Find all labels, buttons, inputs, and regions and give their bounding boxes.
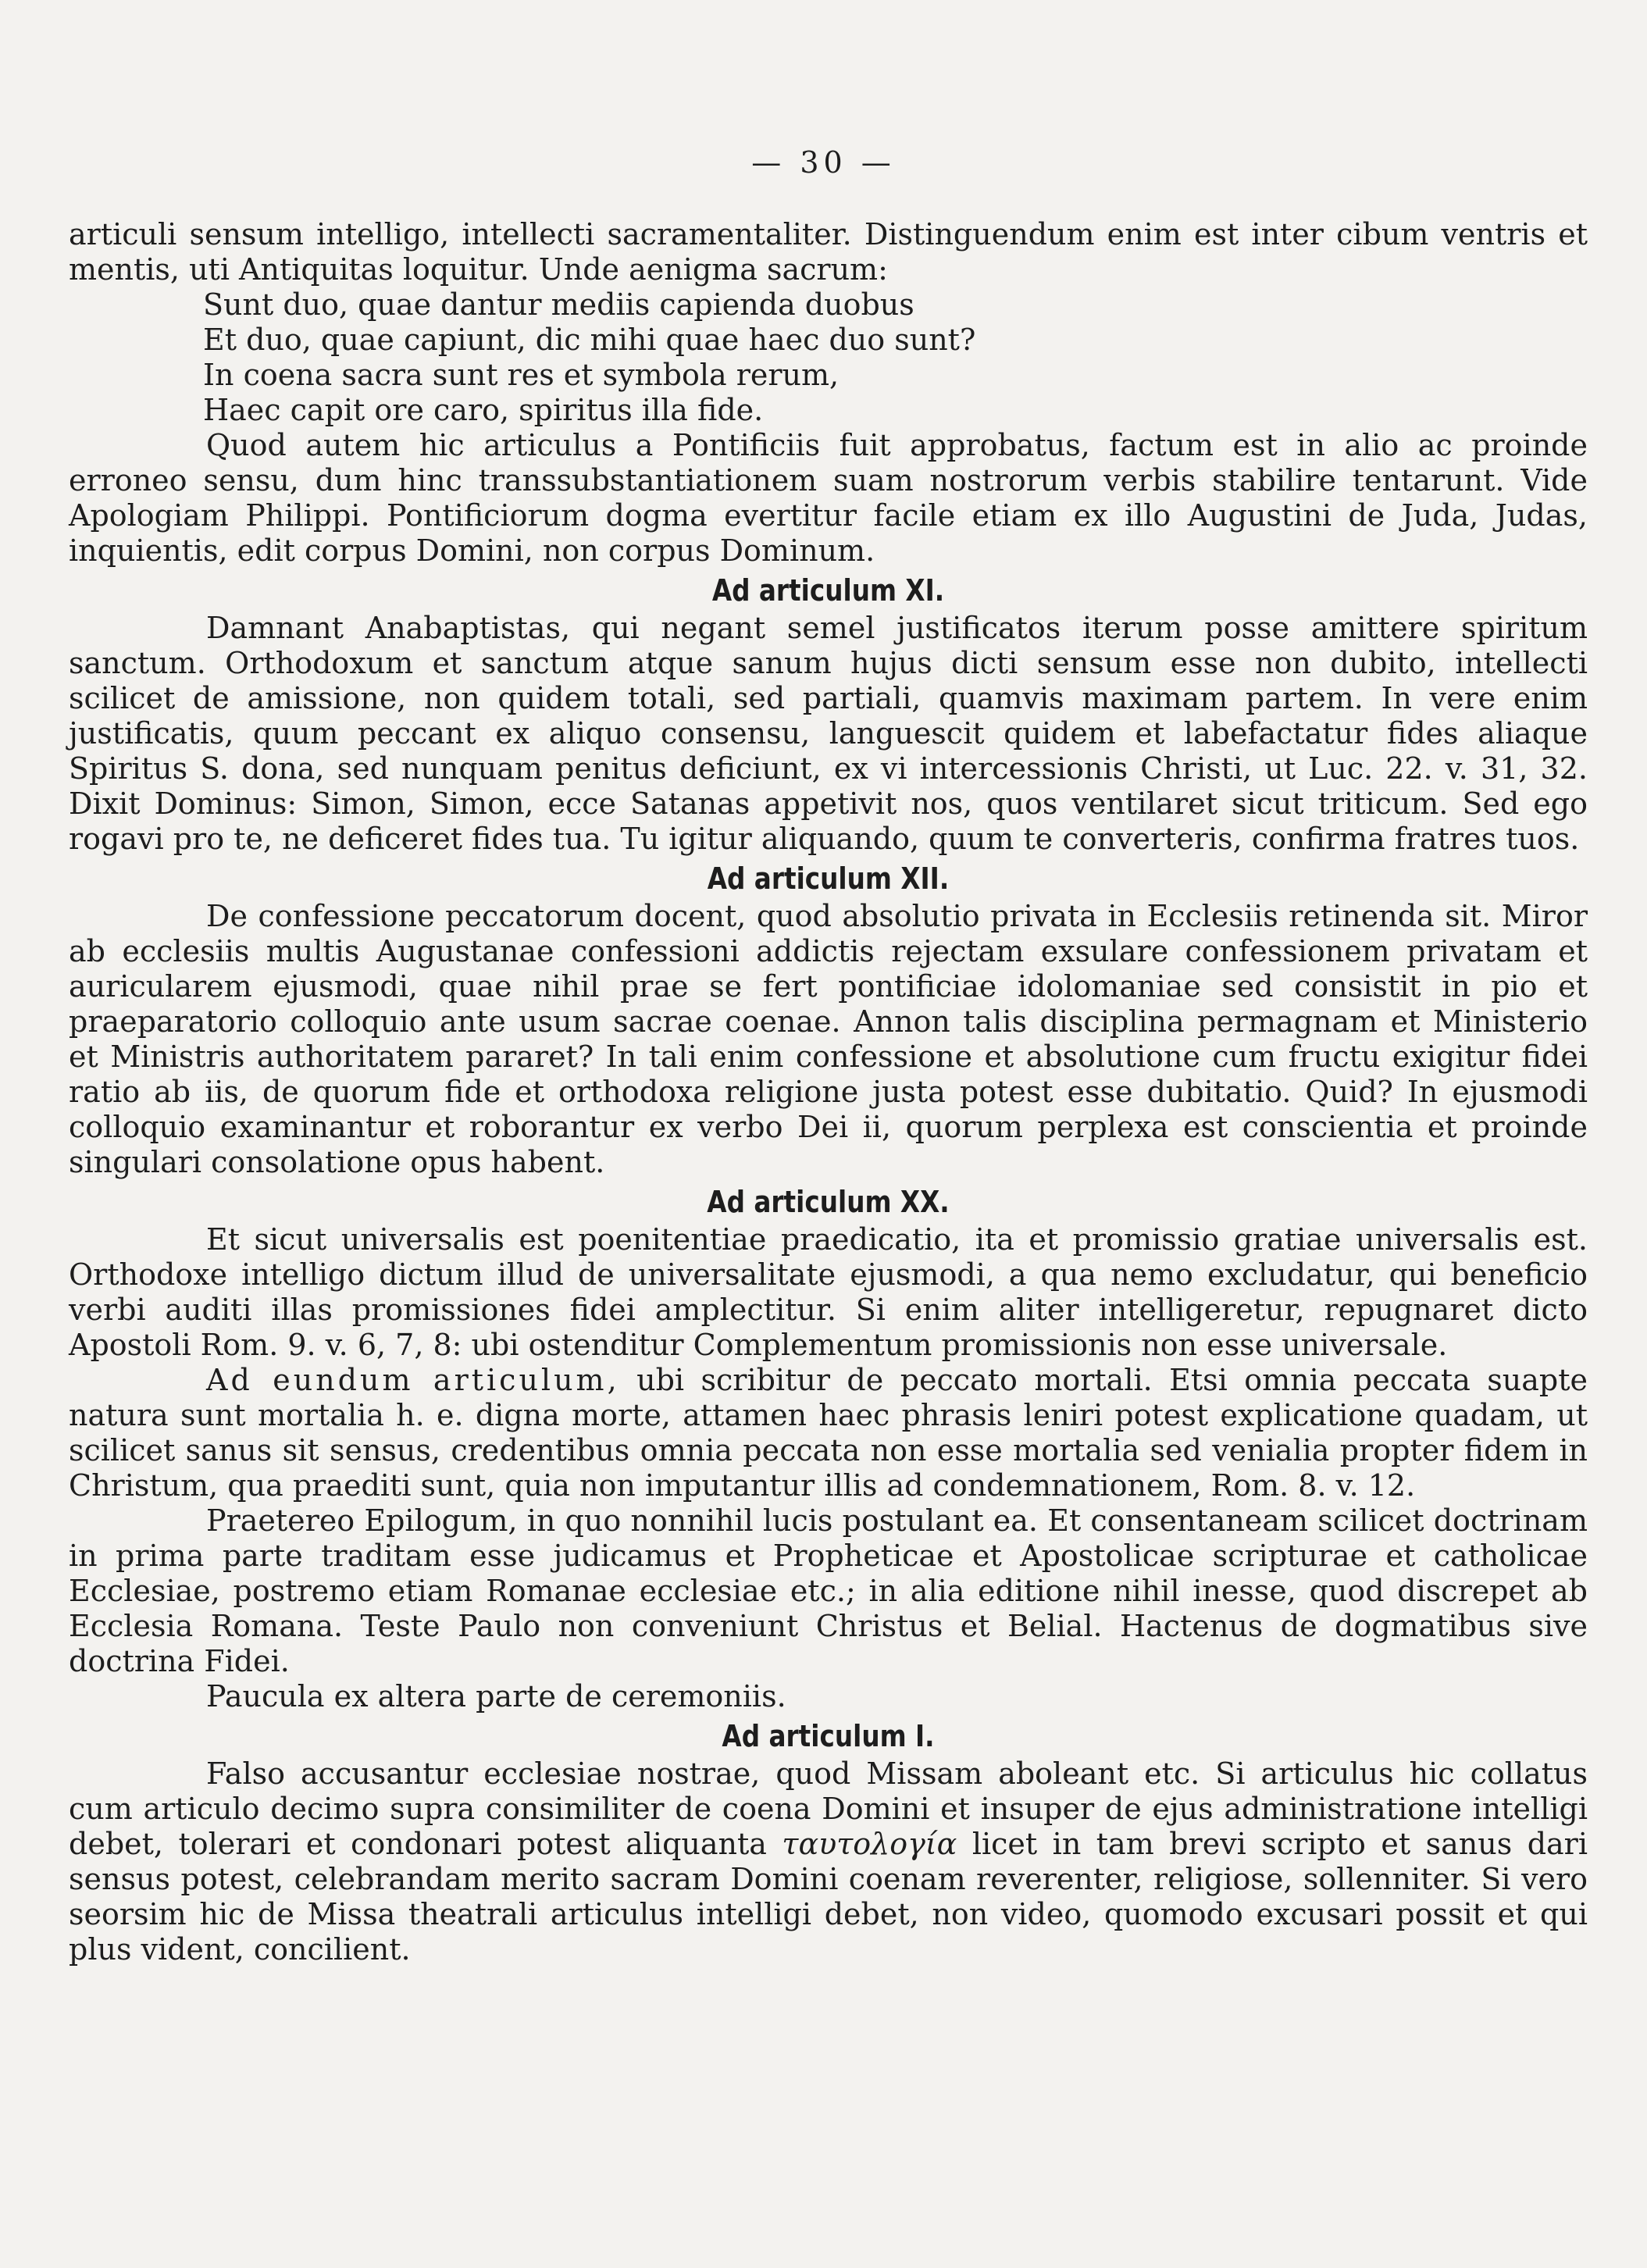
section-heading: Ad articulum XI. [711, 573, 945, 608]
page-body [69, 217, 1588, 1967]
verse-block [69, 287, 1588, 428]
page-number: — 30 — [751, 145, 896, 180]
paragraph-text: Falso accusantur ecclesiae nostrae, quod Missam aboleant etc. Si articulus hic collatus cum articulo decimo supra consimiliter de coena Domini et insuper de ejus administratione intelligi debet, tolerari et condonari potest aliquanta [69, 1756, 1588, 1861]
paragraph: Et sicut universalis est poenitentiae praedicatio, ita et promissio gratiae universalis est. Orthodoxe intelligo dictum illud de universalitate ejusmodi, a qua nemo excludatur, qui beneficio verbi auditi illas promissiones fidei amplectitur. Si enim aliter intelligeretur, repugnaret dicto Apostoli Rom. 9. v. 6, 7, 8: ubi ostenditur Complementum promissionis non esse universale. [69, 1222, 1588, 1362]
paragraph: Paucula ex altera parte de ceremoniis. [206, 1679, 786, 1713]
section-heading: Ad articulum XII. [707, 861, 950, 896]
paragraph-text: licet in tam brevi scripto et sanus dari sensus potest, celebrandam merito sacram Domini coenam reverenter, religiose, sollenniter. Si vero seorsim hic de Missa theatrali articulus intelligi debet, non video, quomodo excusari possit et qui plus vident, concilient. [69, 1827, 1588, 1967]
paragraph [69, 1756, 1588, 1967]
verse-line: Et duo, quae capiunt, dic mihi quae haec duo sunt? [203, 323, 976, 357]
section-heading: Ad articulum XX. [707, 1185, 950, 1219]
verse-line: Haec capit ore caro, spiritus illa fide. [203, 393, 764, 427]
verse-line: In coena sacra sunt res et symbola rerum, [203, 358, 840, 392]
paragraph [69, 1363, 1588, 1503]
paragraph: Praetereo Epilogum, in quo nonnihil lucis postulant ea. Et consentaneam scilicet doctrinam in prima parte traditam esse judicamus et Propheticae et Apostolicae scripturae et catholicae Ecclesiae, postremo etiam Romanae ecclesiae etc.; in alia editione nihil inesse, quod discrepet ab Ecclesia Romana. Teste Paulo non conveniunt Christus et Belial. Hactenus de dogmatibus sive doctrina Fidei. [69, 1503, 1588, 1678]
spaced-lead: Ad eundum articulum, [206, 1363, 620, 1397]
paragraph: Damnant Anabaptistas, qui negant semel justificatos iterum posse amittere spiritum sanctum. Orthodoxum et sanctum atque sanum hujus dicti sensum esse non dubito, intellecti scilicet de amissione, non quidem totali, sed partiali, quamvis maximam partem. In vere enim justificatis, quum peccant ex aliquo consensu, languescit quidem et labefactatur fides aliaque Spiritus S. dona, sed nunquam penitus deficiunt, ex vi intercessionis Christi, ut Luc. 22. v. 31, 32. Dixit Dominus: Simon, Simon, ecce Satanas appetivit nos, quos ventilaret sicut triticum. Sed ego rogavi pro te, ne deficeret fides tua. Tu igitur aliquando, quum te converteris, confirma fratres tuos. [69, 611, 1588, 856]
paragraph: Quod autem hic articulus a Pontificiis fuit approbatus, factum est in alio ac proinde erroneo sensu, dum hinc transsubstantiationem suam nostrorum verbis stabilire tentarunt. Vide Apologiam Philippi. Pontificiorum dogma evertitur facile etiam ex illo Augustini de Juda, Judas, inquientis, edit corpus Domini, non corpus Dominum. [69, 428, 1588, 568]
paragraph: De confessione peccatorum docent, quod absolutio privata in Ecclesiis retinenda sit. Miror ab ecclesiis multis Augustanae confessioni addictis rejectam exsulare confessionem privatam et auricularem ejusmodi, quae nihil prae se fert pontificiae idolomaniae sed consistit in pio et praeparatorio colloquio ante usum sacrae coenae. Annon talis disciplina permagnam et Ministerio et Ministris authoritatem pararet? In tali enim confessione et absolutione cum fructu exigitur fidei ratio ab iis, de quorum fide et orthodoxa religione justa potest esse dubitatio. Quid? In ejusmodi colloquio examinantur et roborantur ex verbo Dei ii, quorum perplexa est conscientia et proinde singulari consolatione opus habent. [69, 899, 1588, 1179]
greek-word: ταυτολογία [782, 1827, 957, 1861]
verse-line: Sunt duo, quae dantur mediis capienda duobus [203, 287, 914, 322]
paragraph: articuli sensum intelligo, intellecti sacramentaliter. Distinguendum enim est inter cibum ventris et mentis, uti Antiquitas loquitur. Unde aenigma sacrum: [69, 217, 1588, 287]
paragraph-text: ubi scribitur de peccato mortali. Etsi omnia peccata suapte natura sunt mortalia h. e. digna morte, attamen haec phrasis leniri potest explicatione quadam, ut scilicet sanus sit sensus, credentibus omnia peccata non esse mortalia sed venialia propter fidem in Christum, qua praediti sunt, quia non imputantur illis ad condemnationem, Rom. 8. v. 12. [69, 1363, 1588, 1503]
section-heading: Ad articulum I. [722, 1719, 935, 1753]
